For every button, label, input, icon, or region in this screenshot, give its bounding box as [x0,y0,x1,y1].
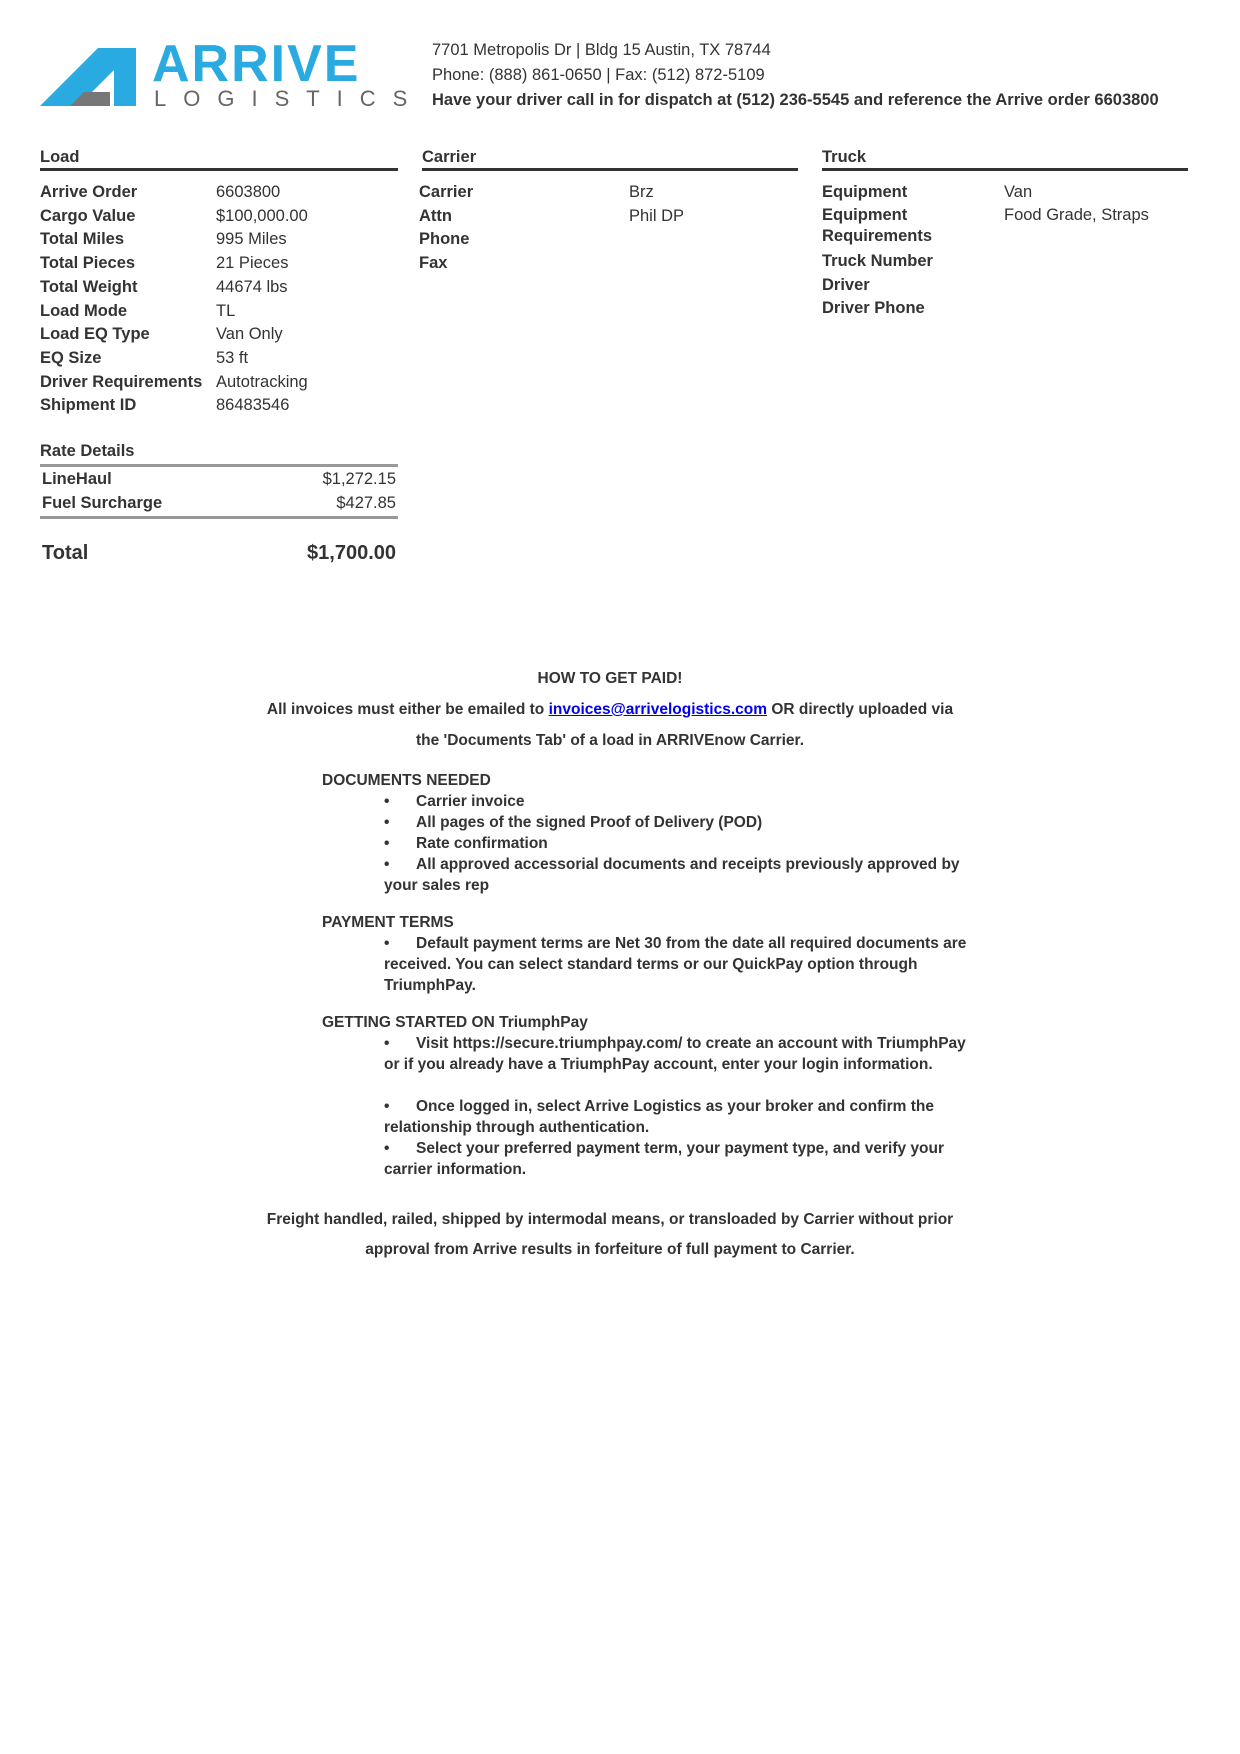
driver-phone-label: Driver Phone [822,299,925,317]
rate-total-row [40,540,396,566]
load-label: Shipment ID [40,396,137,415]
how-to-get-paid-title: HOW TO GET PAID! [537,670,683,687]
rate-label: Fuel Surcharge [42,494,163,512]
arrive-logo-icon [40,46,140,108]
company-address: 7701 Metropolis Dr | Bldg 15 Austin, TX 78744 [432,41,771,59]
load-label: Total Pieces [40,254,136,273]
invoice-text-after: OR directly uploaded via [767,701,954,718]
rate-value: $1,272.15 [322,470,396,488]
bullet: • [384,814,390,831]
getting-started-text: Select your preferred payment term, your payment type, and verify your carrier information. [384,1140,945,1178]
rate-value: $427.85 [336,494,396,512]
carrier-value: Phil DP [629,206,685,225]
load-label: EQ Size [40,348,102,367]
bullet: • [384,1098,390,1115]
carrier-value: Brz [629,183,654,201]
getting-started-text: Visit https://secure.triumphpay.com/ to create an account with TriumphPay or if you already have a TriumphPay account, enter your login information. [384,1035,966,1073]
carrier-section-title: Carrier [422,148,798,171]
document-item [384,791,974,812]
total-value: $1,700.00 [307,542,396,564]
getting-started-item [384,1033,974,1075]
load-value: Van Only [216,325,283,344]
company-phone-fax: Phone: (888) 861-0650 | Fax: (512) 872-5109 [432,66,765,84]
truck-equipment-req-value: Food Grade, Straps [1004,206,1149,224]
document-item [384,854,974,896]
load-value: 44674 lbs [216,277,288,296]
truck-equipment-label: Equipment [822,183,908,201]
payment-terms-title: PAYMENT TERMS [322,914,454,931]
carrier-label: Phone [419,230,470,249]
bullet: • [384,1140,390,1157]
load-label: Arrive Order [40,183,138,201]
bullet: • [384,793,390,810]
getting-started-item [384,1138,974,1180]
arrive-logo [40,35,425,111]
document-item-text: All approved accessorial documents and receipts previously approved by your sales rep [384,856,960,894]
rate-details-title: Rate Details [40,442,398,467]
driver-label: Driver [822,276,870,294]
document-item-text: All pages of the signed Proof of Delivery (POD) [416,814,763,831]
payment-term-text: Default payment terms are Net 30 from the date all required documents are received. You can select standard terms or our QuickPay option through TriumphPay. [384,935,967,994]
load-value: 86483546 [216,396,290,415]
documents-needed-title: DOCUMENTS NEEDED [322,772,491,789]
dispatch-instruction: Have your driver call in for dispatch at (512) 236-5545 and reference the Arrive order 6603800 [432,91,1159,109]
rate-label: LineHaul [42,470,112,488]
getting-started-title: GETTING STARTED ON TriumphPay [322,1014,588,1031]
load-value: TL [216,301,236,320]
truck-equipment-req-label-2: Requirements [822,227,933,245]
forfeiture-notice-line-2: approval from Arrive results in forfeiture of full payment to Carrier. [365,1241,855,1258]
load-value: 6603800 [216,183,281,201]
truck-section-title: Truck [822,148,1188,171]
load-section-title: Load [40,148,398,171]
truck-equipment-value: Van [1004,183,1033,201]
invoice-email-link[interactable]: invoices@arrivelogistics.com [548,701,768,718]
rate-row-fuel-surcharge [40,492,396,514]
carrier-label: Carrier [419,183,474,201]
invoice-instruction-line-1 [0,701,1220,719]
rate-divider [40,516,398,519]
load-label: Total Miles [40,230,125,249]
bullet: • [384,935,390,952]
logo-word-arrive: ARRIVE [152,35,361,93]
load-value: 53 ft [216,348,249,367]
invoice-instruction-line-2: the 'Documents Tab' of a load in ARRIVEnow Carrier. [415,732,805,749]
logo-word-logistics: LOGISTICS [154,86,425,111]
load-label: Cargo Value [40,206,136,225]
document-item-text: Carrier invoice [416,793,525,810]
load-label: Driver Requirements [40,372,203,391]
load-label: Load Mode [40,301,128,320]
bullet: • [384,856,390,873]
truck-equipment-req-label-1: Equipment [822,206,908,224]
document-item [384,833,974,854]
load-label: Load EQ Type [40,325,150,344]
truck-number-label: Truck Number [822,252,933,270]
bullet: • [384,835,390,852]
total-label: Total [42,542,89,564]
getting-started-item [384,1096,974,1138]
load-value: Autotracking [216,372,308,391]
load-label: Total Weight [40,277,138,296]
getting-started-text: Once logged in, select Arrive Logistics as your broker and confirm the relationship through authentication. [384,1098,934,1136]
payment-term-item [384,933,974,996]
load-value: 995 Miles [216,230,287,249]
load-value: $100,000.00 [216,206,308,225]
document-item [384,812,974,833]
bullet: • [384,1035,390,1052]
document-item-text: Rate confirmation [416,835,548,852]
carrier-label: Fax [419,254,448,273]
invoice-text-before: All invoices must either be emailed to [266,701,549,718]
forfeiture-notice-line-1: Freight handled, railed, shipped by intermodal means, or transloaded by Carrier without prior [266,1211,954,1228]
carrier-label: Attn [419,206,452,225]
load-value: 21 Pieces [216,254,289,273]
rate-row-linehaul [40,468,396,490]
